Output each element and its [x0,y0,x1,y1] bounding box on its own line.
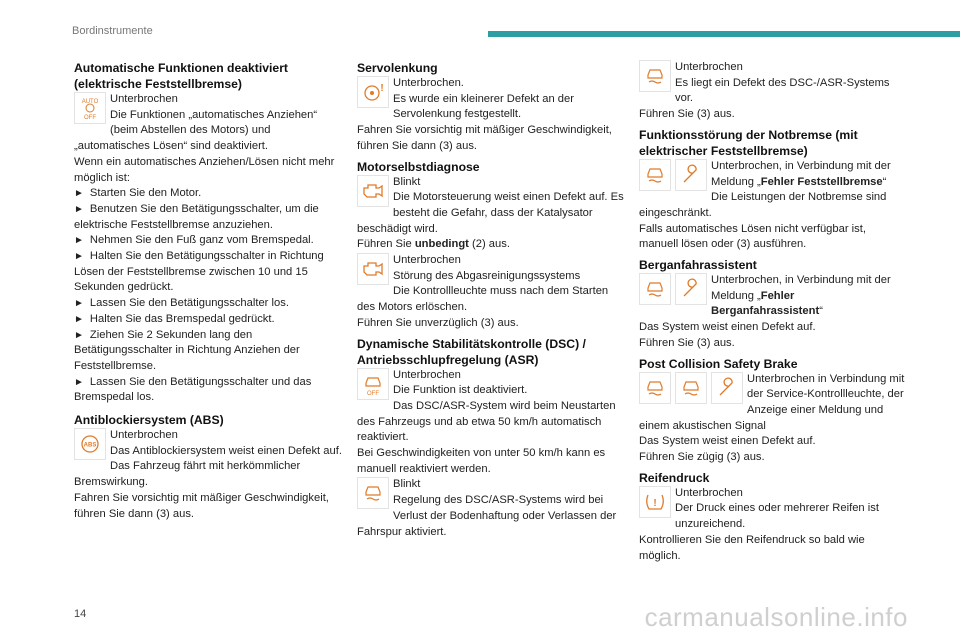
dsc-icon [639,60,671,92]
dsc-off-icon [357,368,389,400]
text: Das Antiblockiersystem weist einen Defekt auf. [110,444,342,457]
text: (2) aus. [468,238,510,251]
text: Unterbrochen [110,429,178,442]
text: Das System weist einen Defekt auf. [639,435,816,448]
svg-text:!: ! [380,83,384,94]
engine-icon [357,253,389,285]
text: Die Funktionen „automatisches Anziehen“ (beim Abstellen des Motors) und „automatisches Lösen“ sind deaktiviert. [74,108,318,153]
text: Falls automatisches Lösen nicht verfügbar ist, manuell lösen oder (3) ausführen. [639,222,866,251]
text: Führen Sie (3) aus. [639,108,735,121]
text: Unterbrochen in Verbindung mit der Service-Kontrollleuchte, der Anzeige einer Meldung und einem akustischen Signal [639,372,905,432]
text: Bei Geschwindigkeiten von unter 50 km/h kann es manuell reaktiviert werden. [357,447,606,475]
text: Die Leistungen der Notbremse sind eingeschränkt. [639,191,887,219]
text: Führen Sie [357,238,415,251]
watermark: carmanualsonline.info [644,602,908,632]
bullet-item: ► Nehmen Sie den Fuß ganz vom Bremspedal. [74,233,342,249]
section-title-notbremse: Funktionsstörung der Notbremse (mit elektrischer Feststellbremse) [639,127,858,158]
dsc-icon [639,372,671,404]
engine-icon [357,175,389,207]
bullet-item: ► Lassen Sie den Betätigungsschalter los. [74,296,342,312]
svg-text:OFF: OFF [367,390,379,397]
text: Wenn ein automatisches Anziehen/Lösen nicht mehr möglich ist: [74,155,335,184]
text-bold: Fehler Feststellbremse [760,175,883,188]
text: Das Fahrzeug fährt mit herkömmlicher Bremswirkung. [74,460,301,489]
dsc-icon [675,372,707,404]
steering-warning-icon [357,76,389,108]
text: Führen Sie unverzüglich (3) aus. [357,316,519,329]
abs-icon [74,428,106,460]
text: Unterbrochen, in Verbindung mit der Meldung „ [711,274,891,302]
section-title-reifendruck: Reifendruck [639,470,710,485]
text: Unterbrochen [675,61,743,73]
text: Blinkt [393,175,421,188]
text: Kontrollieren Sie den Reifendruck so bald wie möglich. [639,533,865,562]
text: Es wurde ein kleinerer Defekt an der Servolenkung festgestellt. [393,92,574,121]
text: Regelung des DSC/ASR-Systems wird bei Verlust der Bodenhaftung oder Verlassen der Fahrspur aktiviert. [357,494,617,538]
column-3 [639,60,907,564]
column-2 [357,60,625,540]
svg-text:!: ! [653,497,657,509]
dsc-icon [639,273,671,305]
page-number: 14 [74,608,87,620]
text: Blinkt [393,478,421,491]
section-title-motorselbstdiagnose: Motorselbstdiagnose [357,159,480,174]
section-title-auto-functions: Automatische Funktionen deaktiviert (elektrische Feststellbremse) [74,61,288,91]
text: “ [819,305,823,318]
text: Störung des Abgasreinigungssystems [393,269,581,282]
section-title-post-collision: Post Collision Safety Brake [639,356,798,371]
bullet-item: ► Lassen Sie den Betätigungsschalter und das Bremspedal los. [74,375,342,406]
text: Das DSC/ASR-System wird beim Neustarten des Fahrzeugs und ab etwa 50 km/h automatisch reaktiviert. [357,399,616,444]
column-1 [74,60,342,522]
text: Unterbrochen [393,368,461,381]
dsc-icon [357,477,389,509]
text: Fahren Sie vorsichtig mit mäßiger Geschwindigkeit, führen Sie dann (3) aus. [357,124,612,152]
text: Die Kontrollleuchte muss nach dem Starten des Motors erlöschen. [357,285,609,314]
text: Unterbrochen. [393,77,464,89]
text: Die Motorsteuerung weist einen Defekt auf. Es besteht die Gefahr, dass der Katalysator beschädigt wird. [357,191,624,235]
section-title-dsc-asr: Dynamische Stabilitätskontrolle (DSC) / Antriebsschlupfregelung (ASR) [357,336,586,367]
text-bold: unbedingt [414,238,469,251]
text: Unterbrochen [393,254,461,267]
dsc-icon [639,159,671,191]
svg-text:AUTO: AUTO [81,99,99,105]
page-header-title: Bordinstrumente [72,25,153,37]
text: Das System weist einen Defekt auf. [639,321,816,334]
text: “ [882,175,887,188]
text: Führen Sie (3) aus. [639,336,735,349]
svg-text:OFF: OFF [84,115,96,121]
bullet-item: ► Starten Sie den Motor. [74,186,342,202]
wrench-icon [675,159,707,191]
text: Der Druck eines oder mehrerer Reifen ist unzureichend. [675,502,879,531]
wrench-icon [711,372,743,404]
text: Die Funktion ist deaktiviert. [393,384,528,397]
text: Fahren Sie vorsichtig mit mäßiger Geschwindigkeit, führen Sie dann (3) aus. [74,491,329,520]
bullet-item: ► Halten Sie das Bremspedal gedrückt. [74,312,342,328]
header-accent-bar [488,31,960,37]
bullet-item: ► Halten Sie den Betätigungsschalter in Richtung Lösen der Feststellbremse zwischen 10 und 15 Sekunden gedrückt. [74,249,342,296]
text: Unterbrochen [110,93,178,105]
wrench-icon [675,273,707,305]
auto-off-icon [74,92,106,124]
section-title-berganfahrassistent: Berganfahrassistent [639,258,757,273]
text: Es liegt ein Defekt des DSC-/ASR-Systems vor. [675,76,890,105]
text: Führen Sie zügig (3) aus. [639,451,765,464]
svg-text:ABS: ABS [83,442,97,449]
text-bold: Fehler Berganfahrassistent [711,289,820,318]
text: Unterbrochen [675,486,743,499]
bullet-item: ► Benutzen Sie den Betätigungsschalter, um die elektrische Feststellbremse anzuziehen. [74,202,342,233]
section-title-servolenkung: Servolenkung [357,61,438,75]
section-title-abs: Antiblockiersystem (ABS) [74,413,224,428]
tire-pressure-icon [639,486,671,518]
text: Unterbrochen, in Verbindung mit der Meldung „ [711,159,891,188]
bullet-item: ► Ziehen Sie 2 Sekunden lang den Betätigungsschalter in Richtung Anziehen der Feststellbremse. [74,328,342,375]
